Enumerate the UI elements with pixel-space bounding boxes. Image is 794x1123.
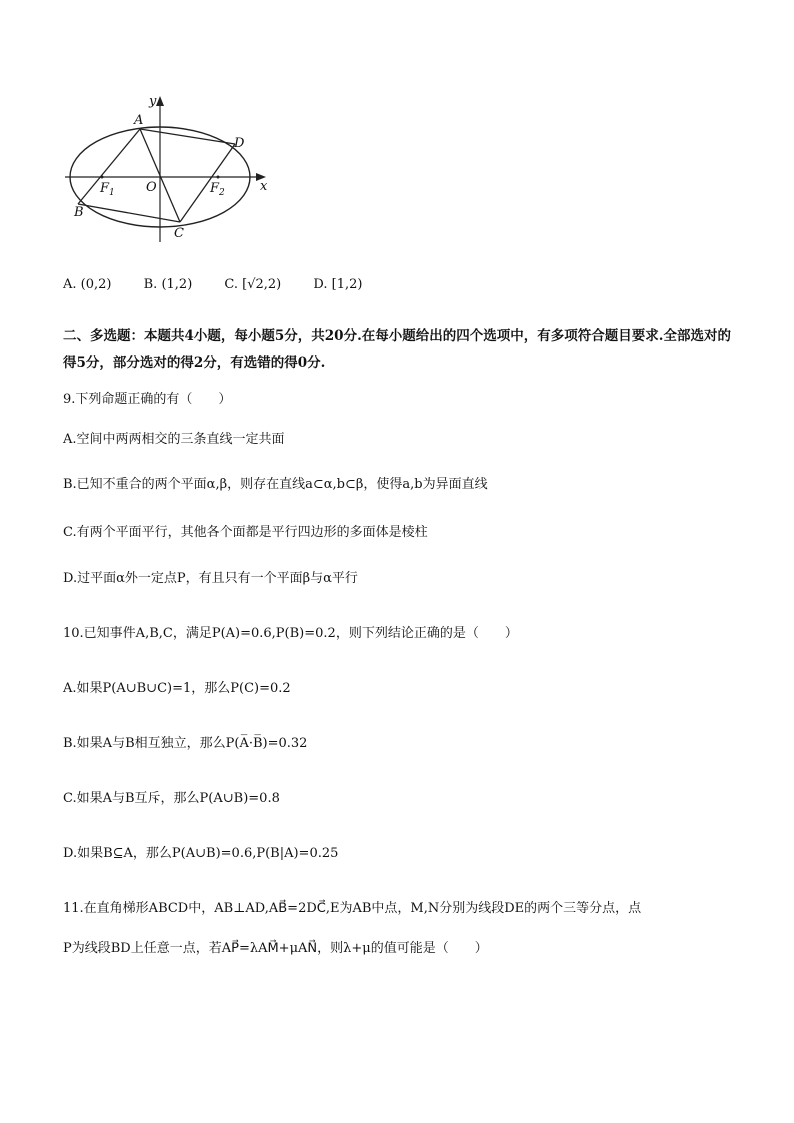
label-x: x: [260, 179, 268, 194]
label-c: C: [174, 226, 184, 241]
ellipse-figure: [60, 92, 280, 244]
q8-choice-b: B. (1,2): [143, 277, 193, 292]
focus-f2: [217, 176, 220, 179]
q8-choice-c: C. [√2,2): [224, 277, 282, 292]
section-title-multiple-choice: 二、多选题：本题共4小题，每小题5分，共20分.在每小题给出的四个选项中，有多项符合题目要求.全部选对的得5分，部分选对的得2分，有选错的得0分.: [63, 328, 731, 371]
q8-choice-d: D. [1,2): [313, 277, 363, 292]
y-axis-arrow: [156, 96, 164, 106]
focus-f1: [101, 176, 104, 179]
label-y: y: [149, 94, 157, 109]
segment-da: [140, 129, 235, 144]
q8-choices: [63, 277, 390, 292]
label-o: O: [146, 180, 157, 195]
q10-option-b: B.如果A与B相互独立，那么P(A̅·B̅)=0.32: [63, 736, 308, 751]
q11-stem-line2: P为线段BD上任意一点，若AP⃗=λAM⃗+μAN⃗，则λ+μ的值可能是（ ）: [63, 941, 488, 956]
label-b: B: [74, 205, 84, 220]
q9-option-d: D.过平面α外一定点P，有且只有一个平面β与α平行: [63, 571, 358, 586]
q10-option-c: C.如果A与B互斥，那么P(A∪B)=0.8: [63, 791, 280, 806]
label-f2: $F_2$: [210, 181, 225, 198]
q9-option-b: B.已知不重合的两个平面α,β，则存在直线a⊂α,b⊂β，使得a,b为异面直线: [63, 477, 488, 492]
q9-option-c: C.有两个平面平行，其他各个面都是平行四边形的多面体是棱柱: [63, 525, 428, 540]
q11-stem-line1: 11.在直角梯形ABCD中，AB⊥AD,AB⃗=2DC⃗,E为AB中点，M,N分别为线段DE的两个三等分点，点: [63, 901, 642, 916]
label-f1: $F_1$: [100, 181, 115, 198]
q9-stem: 9.下列命题正确的有（ ）: [63, 392, 232, 407]
label-a: A: [134, 113, 144, 128]
q10-stem: 10.已知事件A,B,C，满足P(A)=0.6,P(B)=0.2，则下列结论正确的是（ ）: [63, 626, 518, 641]
q8-choice-a: A. (0,2): [63, 277, 112, 292]
label-d: D: [234, 136, 245, 151]
q10-option-d: D.如果B⊆A，那么P(A∪B)=0.6,P(B|A)=0.25: [63, 846, 339, 861]
q10-option-a: A.如果P(A∪B∪C)=1，那么P(C)=0.2: [63, 681, 291, 696]
q9-option-a: A.空间中两两相交的三条直线一定共面: [63, 432, 285, 447]
segment-bc: [78, 204, 180, 222]
